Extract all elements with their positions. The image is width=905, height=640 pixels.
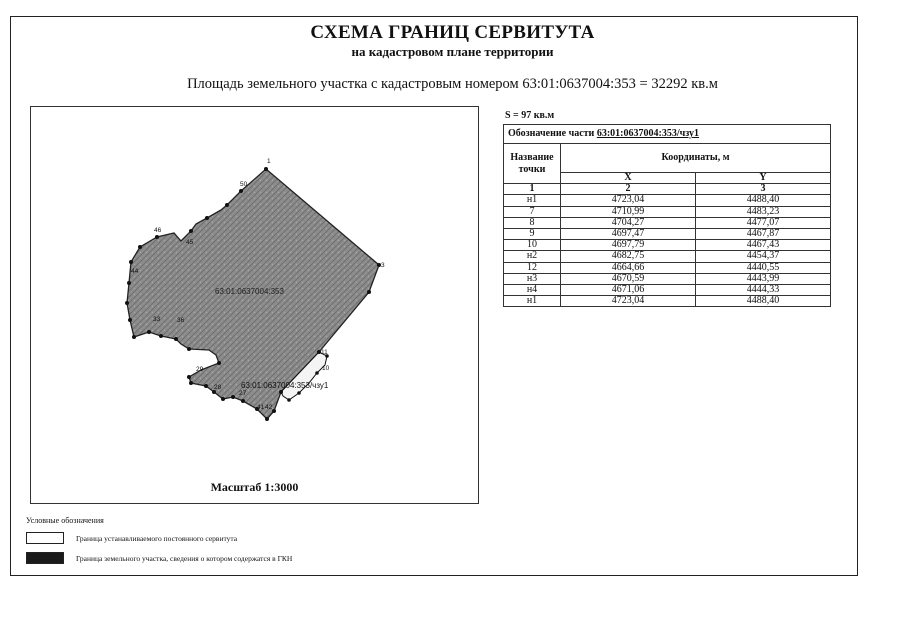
point-label: 11 (321, 349, 328, 356)
header-y: Y (695, 173, 830, 184)
map-drawing (31, 107, 480, 505)
part-designation (504, 125, 831, 144)
point-label: 28 (214, 384, 222, 391)
legend-swatch-black (26, 552, 64, 564)
cell-point: н1 (504, 195, 561, 206)
cell-y: 4467,43 (695, 240, 830, 251)
col-number: 1 (504, 184, 561, 195)
cell-x: 4697,47 (561, 229, 696, 240)
table-row (504, 229, 831, 240)
header-coordinates: Координаты, м (561, 144, 831, 173)
cell-y: 4444,33 (695, 285, 830, 296)
point-label: 33 (153, 316, 161, 323)
cell-x: 4697,79 (561, 240, 696, 251)
servitude-label: 63:01:0637004:353/чзу1 (241, 381, 329, 390)
cell-y: 4477,07 (695, 217, 830, 228)
point-label: 29 (196, 366, 204, 373)
table-row (504, 195, 831, 206)
servitude-area: S = 97 кв.м (505, 110, 555, 121)
cell-x: 4723,04 (561, 195, 696, 206)
legend-text: Граница земельного участка, сведения о котором содержатся в ГКН (76, 554, 293, 563)
cell-x: 4664,66 (561, 262, 696, 273)
map-scale: Масштаб 1:3000 (210, 480, 299, 494)
cell-point: 9 (504, 229, 561, 240)
page-subtitle: на кадастровом плане территории (351, 44, 554, 59)
cell-x: 4723,04 (561, 296, 696, 307)
cell-point: 7 (504, 206, 561, 217)
cell-x: 4670,59 (561, 273, 696, 284)
cell-point: 8 (504, 217, 561, 228)
cell-point: н4 (504, 285, 561, 296)
point-label: 10 (322, 365, 330, 372)
cell-x: 4704,27 (561, 217, 696, 228)
header-point-name: Название точки (504, 144, 561, 184)
point-label: 45 (186, 239, 194, 246)
point-label: 3 (381, 262, 385, 269)
point-label: 41 (257, 404, 265, 411)
cadastral-map (30, 106, 479, 504)
cell-y: 4440,55 (695, 262, 830, 273)
col-number: 2 (561, 184, 696, 195)
page-title: СХЕМА ГРАНИЦ СЕРВИТУТА (310, 22, 595, 43)
parcel-label: 63:01:0637004:353 (215, 287, 284, 296)
cell-point: н2 (504, 251, 561, 262)
point-label: 36 (177, 317, 185, 324)
cell-x: 4682,75 (561, 251, 696, 262)
part-designation-row (504, 125, 831, 144)
coordinates-table (503, 124, 831, 307)
header-x: X (561, 173, 696, 184)
cell-point: н1 (504, 296, 561, 307)
part-prefix: Обозначение части (508, 128, 597, 139)
legend-swatch-white (26, 532, 64, 544)
cell-x: 4710,99 (561, 206, 696, 217)
point-label: 1 (267, 158, 271, 165)
cell-point: 12 (504, 262, 561, 273)
cell-y: 4467,87 (695, 229, 830, 240)
cell-x: 4671,06 (561, 285, 696, 296)
table-row (504, 217, 831, 228)
legend-text: Граница устанавливаемого постоянного сервитута (76, 534, 238, 543)
table-row (504, 296, 831, 307)
table-row (504, 285, 831, 296)
area-statement: Площадь земельного участка с кадастровым номером 63:01:0637004:353 = 32292 кв.м (187, 76, 718, 92)
cell-point: 10 (504, 240, 561, 251)
cell-y: 4454,37 (695, 251, 830, 262)
cell-y: 4483,23 (695, 206, 830, 217)
point-label: 42 (265, 404, 273, 411)
table-row (504, 251, 831, 262)
point-label: 44 (131, 268, 139, 275)
point-label: 46 (154, 227, 162, 234)
cell-y: 4488,40 (695, 296, 830, 307)
cell-y: 4488,40 (695, 195, 830, 206)
cell-point: н3 (504, 273, 561, 284)
table-row (504, 206, 831, 217)
point-label: 27 (239, 390, 247, 397)
table-row (504, 240, 831, 251)
part-id: 63:01:0637004:353/чзу1 (596, 128, 700, 139)
table-row (504, 262, 831, 273)
legend-title: Условные обозначения (26, 516, 104, 525)
table-row (504, 273, 831, 284)
cell-y: 4443,99 (695, 273, 830, 284)
point-label: 50 (240, 181, 248, 188)
col-number: 3 (695, 184, 830, 195)
